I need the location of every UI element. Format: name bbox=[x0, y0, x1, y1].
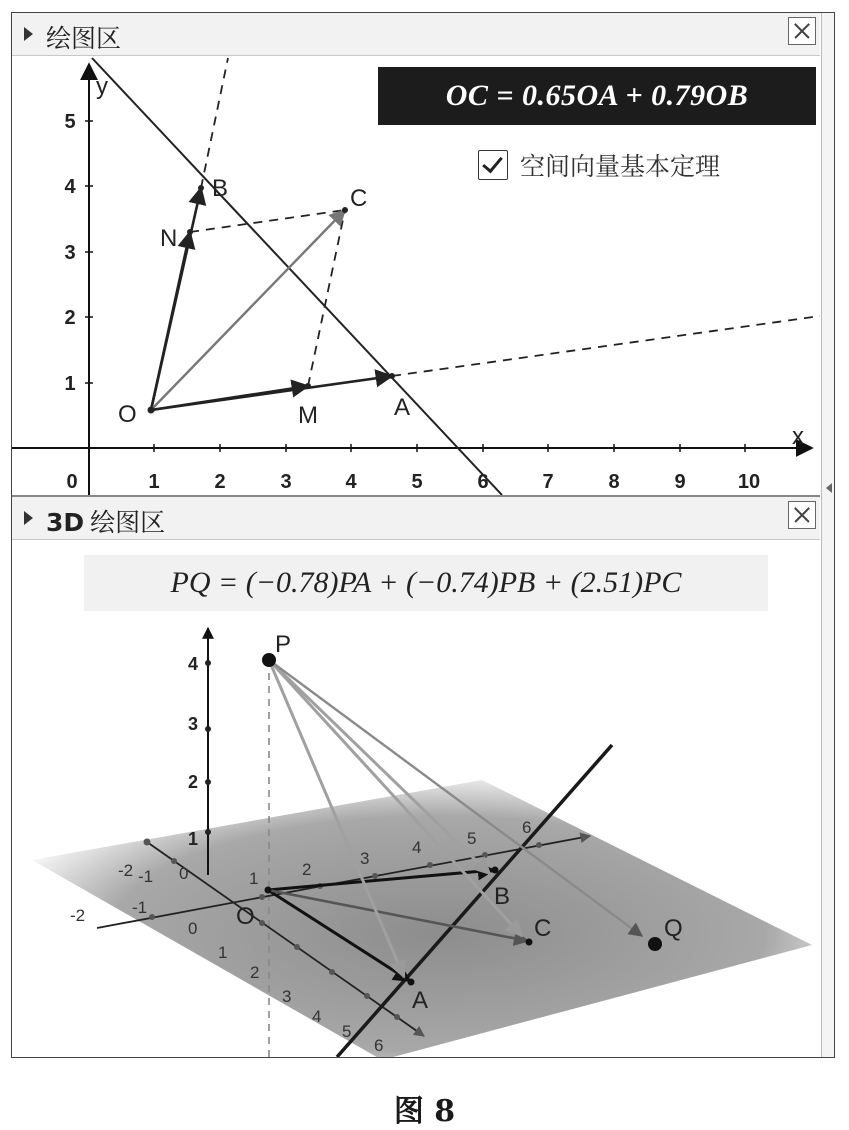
x-tick-label: 4 bbox=[345, 471, 357, 493]
vertical-scrollbar[interactable] bbox=[821, 13, 834, 1057]
x-tick-label: 0 bbox=[66, 471, 78, 493]
line-oa-dashed[interactable] bbox=[392, 316, 820, 376]
x-tick-label: 7 bbox=[542, 471, 554, 493]
z-tick-label: 2 bbox=[187, 772, 198, 792]
graphics-3d-canvas[interactable] bbox=[12, 540, 820, 1057]
vector-on[interactable] bbox=[151, 232, 190, 410]
point-label-q-3d: Q bbox=[664, 915, 683, 942]
point-n[interactable] bbox=[187, 229, 193, 235]
point-label-p-3d: P bbox=[275, 631, 292, 658]
axis1-tick-label: 1 bbox=[249, 869, 259, 888]
line-ob-dashed[interactable] bbox=[201, 58, 228, 188]
x-tick-label: 3 bbox=[280, 471, 292, 493]
z-tick-label: 4 bbox=[187, 654, 198, 674]
title-3d-prefix: 3D bbox=[46, 508, 85, 537]
z-tick-label: 3 bbox=[187, 714, 198, 734]
graphics-panel-header bbox=[12, 13, 820, 56]
point-b-3d[interactable] bbox=[492, 867, 499, 874]
vector-om[interactable] bbox=[151, 386, 308, 410]
point-label-c: C bbox=[350, 185, 368, 212]
point-label-a: A bbox=[394, 394, 411, 421]
point-o-3d[interactable] bbox=[265, 887, 272, 894]
axis2-tick-label: 5 bbox=[342, 1022, 352, 1041]
formula-pq-box[interactable]: PQ = (−0.78)PA + (−0.74)PB + (2.51)PC bbox=[84, 555, 768, 611]
point-label-b: B bbox=[212, 175, 229, 202]
graphics-3d-panel-header bbox=[12, 497, 820, 540]
point-label-a-3d: A bbox=[412, 987, 429, 1014]
point-label-n: N bbox=[160, 225, 178, 252]
scroll-arrow-left-icon[interactable] bbox=[826, 483, 832, 493]
point-q-3d[interactable] bbox=[648, 937, 662, 951]
axis2-tick-label: 6 bbox=[374, 1036, 384, 1055]
graphics-panel-title: 绘图区 bbox=[46, 24, 122, 53]
point-m[interactable] bbox=[305, 383, 311, 389]
point-b[interactable] bbox=[198, 185, 204, 191]
title-3d-text: 绘图区 bbox=[90, 508, 166, 537]
x-tick-label: 5 bbox=[411, 471, 423, 493]
theorem-checkbox[interactable] bbox=[478, 150, 508, 180]
point-label-b-3d: B bbox=[494, 883, 511, 910]
point-label-c-3d: C bbox=[534, 915, 552, 942]
y-tick-label: 5 bbox=[64, 111, 76, 133]
y-tick-label: 1 bbox=[64, 373, 76, 395]
axis2-tick-label: 3 bbox=[282, 987, 292, 1006]
geogebra-window bbox=[11, 12, 835, 1058]
x-tick-label: 10 bbox=[737, 471, 761, 493]
formula-oc-box[interactable]: OC = 0.65OA + 0.79OB bbox=[378, 67, 816, 125]
neg-tick-label: -1 bbox=[138, 867, 154, 886]
graphics-3d-panel-title bbox=[46, 503, 165, 539]
point-label-o: O bbox=[118, 401, 137, 428]
z-tick-label: 1 bbox=[187, 829, 198, 849]
neg-tick-label: -2 bbox=[118, 861, 134, 880]
axis2-tick-label: 4 bbox=[312, 1007, 322, 1026]
point-c-3d[interactable] bbox=[526, 939, 533, 946]
neg-tick-label: -1 bbox=[132, 898, 148, 917]
y-tick-label: 4 bbox=[64, 176, 76, 198]
axis1-tick-label: 2 bbox=[302, 860, 312, 879]
x-tick-label: 9 bbox=[674, 471, 686, 493]
point-a-3d[interactable] bbox=[408, 979, 415, 986]
x-tick-label: 6 bbox=[477, 471, 489, 493]
point-o[interactable] bbox=[148, 407, 155, 414]
figure-caption: 图 8 bbox=[393, 1094, 456, 1129]
point-label-o-3d: O bbox=[236, 903, 255, 930]
neg-tick-label: -2 bbox=[70, 906, 86, 925]
neg-tick-label: 0 bbox=[179, 864, 189, 883]
neg-tick-label: 0 bbox=[188, 919, 198, 938]
axis1-tick-label: 6 bbox=[522, 818, 532, 837]
point-c[interactable] bbox=[342, 207, 348, 213]
axis1-tick-label: 3 bbox=[360, 849, 370, 868]
y-tick-label: 2 bbox=[64, 307, 76, 329]
segment-nc[interactable] bbox=[190, 210, 345, 232]
axis2-tick-label: 2 bbox=[250, 963, 260, 982]
x-tick-label: 2 bbox=[214, 471, 226, 493]
axis1-tick-label: 5 bbox=[467, 829, 477, 848]
axis1-tick-label: 4 bbox=[412, 838, 422, 857]
theorem-checkbox-label: 空间向量基本定理 bbox=[520, 152, 721, 181]
x-tick-label: 1 bbox=[148, 471, 160, 493]
y-tick-label: 3 bbox=[64, 242, 76, 264]
segment-mc[interactable] bbox=[308, 210, 345, 386]
point-p-3d[interactable] bbox=[262, 653, 276, 667]
axis2-tick-label: 1 bbox=[218, 943, 228, 962]
x-axis-label: x bbox=[792, 423, 804, 450]
point-label-m: M bbox=[298, 402, 318, 429]
close-3d-graphics-button[interactable] bbox=[788, 501, 816, 529]
theorem-checkbox-row[interactable] bbox=[478, 147, 720, 183]
point-a[interactable] bbox=[389, 373, 395, 379]
x-tick-label: 8 bbox=[608, 471, 620, 493]
vector-oc[interactable] bbox=[151, 210, 345, 410]
collapse-triangle-icon[interactable] bbox=[24, 27, 33, 41]
y-axis-label: y bbox=[96, 73, 108, 100]
collapse-triangle-icon[interactable] bbox=[24, 511, 33, 525]
close-graphics-button[interactable] bbox=[788, 17, 816, 45]
